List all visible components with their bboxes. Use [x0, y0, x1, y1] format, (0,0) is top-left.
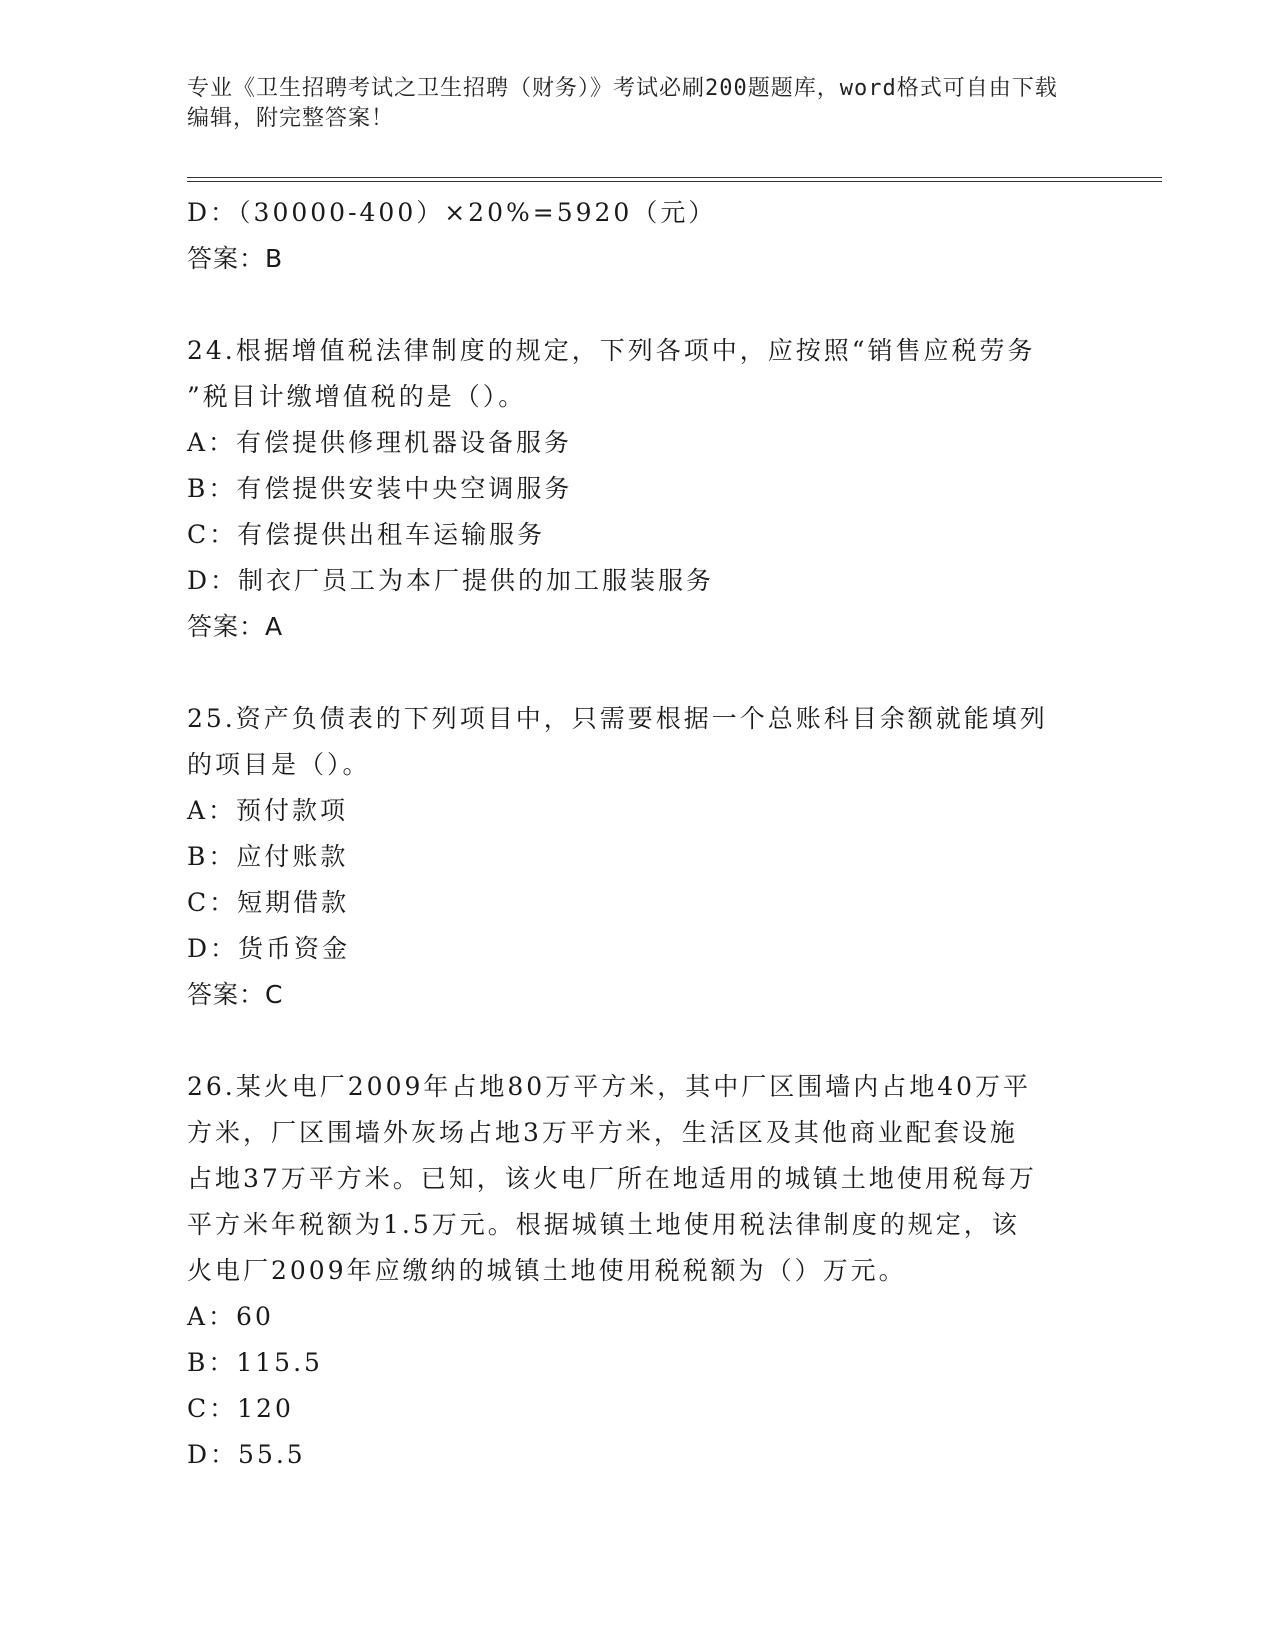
document-body: [187, 190, 1087, 1478]
question-stem-line: 24.根据增值税法律制度的规定，下列各项中，应按照“销售应税劳务: [187, 336, 1036, 365]
spacer: [187, 282, 1087, 328]
option-b: B：应付账款: [187, 842, 349, 871]
option-a: A：预付款项: [187, 796, 349, 825]
question-stem-line: 占地37万平方米。已知，该火电厂所在地适用的城镇土地使用税每万: [187, 1164, 1037, 1193]
question-25: [187, 696, 1087, 1018]
question-26: [187, 1064, 1087, 1478]
prev-answer: 答案：B: [187, 244, 284, 273]
option-b: B：有偿提供安装中央空调服务: [187, 474, 573, 503]
header-rule-bottom: [187, 181, 1162, 182]
answer: 答案：C: [187, 980, 284, 1009]
question-stem-line: ”税目计缴增值税的是（）。: [187, 382, 527, 411]
question-stem-line: 26.某火电厂2009年占地80万平方米，其中厂区围墙内占地40万平: [187, 1072, 1032, 1101]
question-stem-line: 25.资产负债表的下列项目中，只需要根据一个总账科目余额就能填列: [187, 704, 1048, 733]
option-b: B：115.5: [187, 1348, 323, 1377]
question-stem-line: 的项目是（）。: [187, 750, 371, 779]
question-24: [187, 328, 1087, 650]
spacer: [187, 1018, 1087, 1064]
option-c: C：有偿提供出租车运输服务: [187, 520, 546, 549]
header-rule-top: [187, 177, 1162, 178]
option-a: A：有偿提供修理机器设备服务: [187, 428, 573, 457]
option-d: D：55.5: [187, 1440, 306, 1469]
option-d: D：制衣厂员工为本厂提供的加工服装服务: [187, 566, 715, 595]
prev-option-d: D：（30000-400）×20%=5920（元）: [187, 198, 717, 227]
question-stem-line: 方米，厂区围墙外灰场占地3万平方米，生活区及其他商业配套设施: [187, 1118, 1018, 1147]
question-stem-line: 火电厂2009年应缴纳的城镇土地使用税税额为（）万元。: [187, 1256, 907, 1285]
option-a: A：60: [187, 1302, 274, 1331]
option-c: C：短期借款: [187, 888, 350, 917]
option-d: D：货币资金: [187, 934, 351, 963]
document-header: 专业《卫生招聘考试之卫生招聘（财务）》考试必刷200题题库，word格式可自由下载编辑，附完整答案！: [187, 76, 1058, 131]
answer: 答案：A: [187, 612, 284, 641]
spacer: [187, 650, 1087, 696]
question-stem-line: 平方米年税额为1.5万元。根据城镇土地使用税法律制度的规定，该: [187, 1210, 1020, 1239]
option-c: C：120: [187, 1394, 294, 1423]
